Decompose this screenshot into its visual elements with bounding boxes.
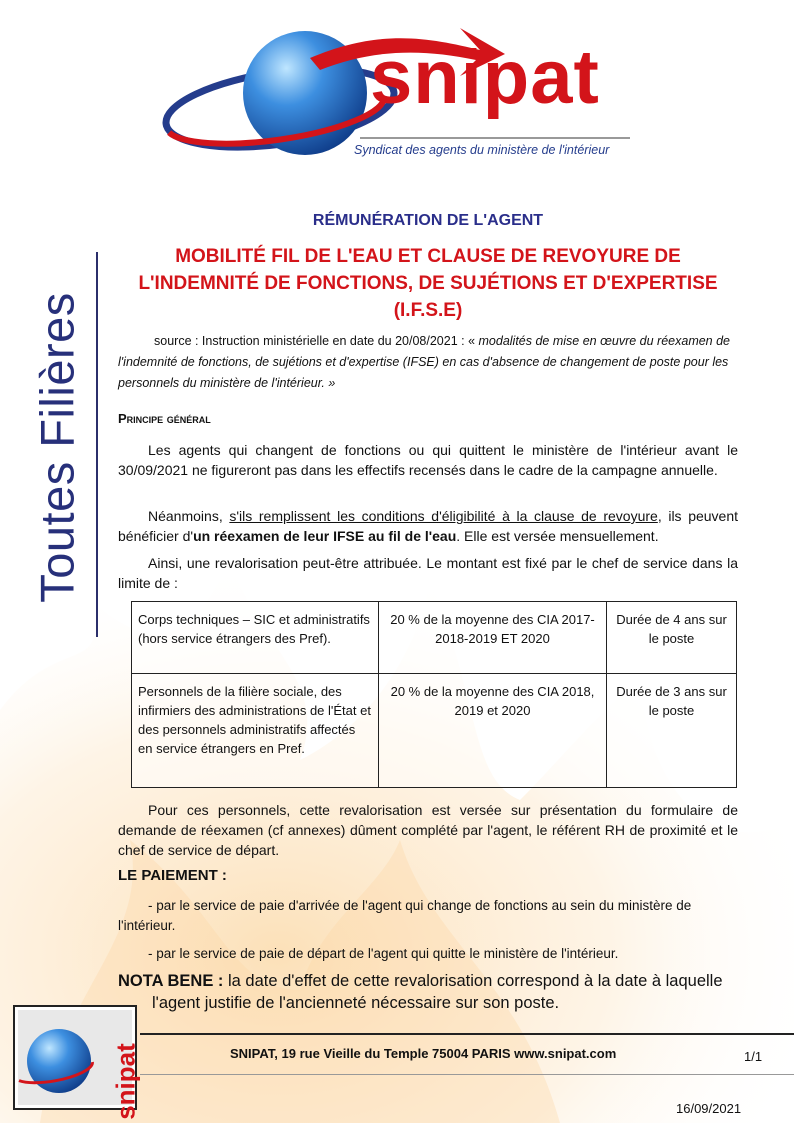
page-number: 1/1 xyxy=(744,1049,763,1064)
footer-logo-text: snipat xyxy=(110,1043,141,1120)
paiement-item-2: - par le service de paie de départ de l'agent qui quitte le ministère de l'intérieur. xyxy=(148,946,619,961)
footer-address: SNIPAT, 19 rue Vieille du Temple 75004 PARIS www.snipat.com xyxy=(230,1046,617,1061)
nota-bene-line-2: l'agent justifie de l'ancienneté nécessaire sur son poste. xyxy=(152,994,560,1012)
table-cell-duree: Durée de 4 ans sur le poste xyxy=(607,602,737,674)
title-line-1: MOBILITÉ FIL DE L'EAU ET CLAUSE DE REVOYURE DE xyxy=(175,246,681,267)
p2-underlined: s'ils remplissent les conditions d'éligibilité à la clause de revoyure xyxy=(229,508,658,524)
paragraph-4: Pour ces personnels, cette revalorisation est versée sur présentation du formulaire de demande de réexamen (cf annexes) dûment complété par l'agent, le référent RH de proximité et le chef de service de départ. xyxy=(118,802,738,858)
section-heading: RÉMUNÉRATION DE L'AGENT xyxy=(312,212,544,229)
source-reference xyxy=(118,331,738,394)
table-cell-corps: Personnels de la filière sociale, des infirmiers des administrations de l'État et des personnels administratifs affectés en service étrangers en Pref. xyxy=(132,674,379,788)
vertical-divider xyxy=(96,252,98,637)
nota-bene-line-1: la date d'effet de cette revalorisation correspond à la date à laquelle xyxy=(223,972,723,990)
principe-heading: Principe général xyxy=(118,411,211,426)
nota-bene xyxy=(118,970,743,1014)
p2-text-a: Néanmoins, xyxy=(148,508,230,524)
title-line-3: (I.F.S.E) xyxy=(393,300,463,321)
paragraph-1: Les agents qui changent de fonctions ou qui quittent le ministère de l'intérieur avant le 30/09/2021 ne figureront pas dans les effectifs recensés dans le cadre de la campagne annuelle. xyxy=(118,442,738,478)
p2-text-b: , ils peuvent bénéficier d' xyxy=(118,508,739,544)
title-line-2: L'INDEMNITÉ DE FONCTIONS, DE SUJÉTIONS ET D'EXPERTISE xyxy=(138,273,718,294)
paiement-heading: LE PAIEMENT : xyxy=(118,867,227,884)
table-cell-taux: 20 % de la moyenne des CIA 2018, 2019 et 2020 xyxy=(379,674,607,788)
paiement-item-1: - par le service de paie d'arrivée de l'agent qui change de fonctions au sein du ministère de l'intérieur. xyxy=(118,898,692,933)
table-cell-taux: 20 % de la moyenne des CIA 2017-2018-2019 ET 2020 xyxy=(379,602,607,674)
document-date: 16/09/2021 xyxy=(676,1101,742,1116)
source-prefix: source : Instruction ministérielle en date du 20/08/2021 : « xyxy=(154,334,479,348)
document-title xyxy=(118,243,738,324)
table-row xyxy=(132,674,737,788)
p2-text-c: . Elle est versée mensuellement. xyxy=(456,528,659,544)
logo-brand-text: snipat xyxy=(370,35,600,120)
footer-rule-2 xyxy=(140,1074,794,1075)
revalorisation-table xyxy=(131,601,737,788)
logo-tagline: Syndicat des agents du ministère de l'intérieur xyxy=(354,143,610,157)
nota-bene-label: NOTA BENE : xyxy=(118,972,224,990)
paragraph-3: Ainsi, une revalorisation peut-être attribuée. Le montant est fixé par le chef de service dans la limite de : xyxy=(118,555,738,591)
paragraph-2 xyxy=(118,506,738,546)
table-row xyxy=(132,602,737,674)
vertical-title xyxy=(22,250,92,635)
vertical-title-text: Toutes Filières xyxy=(30,292,84,603)
table-cell-corps: Corps techniques – SIC et administratifs (hors service étrangers des Pref). xyxy=(132,602,379,674)
table-cell-duree: Durée de 3 ans sur le poste xyxy=(607,674,737,788)
p2-bold: un réexamen de leur IFSE au fil de l'eau xyxy=(193,528,457,544)
footer-rule xyxy=(140,1033,794,1035)
source-quote: modalités de mise en œuvre du réexamen de l'indemnité de fonctions, de sujétions et d'expertise (IFSE) en cas d'absence de changement de poste pour les personnels du ministère de l'intérieur. » xyxy=(118,334,731,390)
